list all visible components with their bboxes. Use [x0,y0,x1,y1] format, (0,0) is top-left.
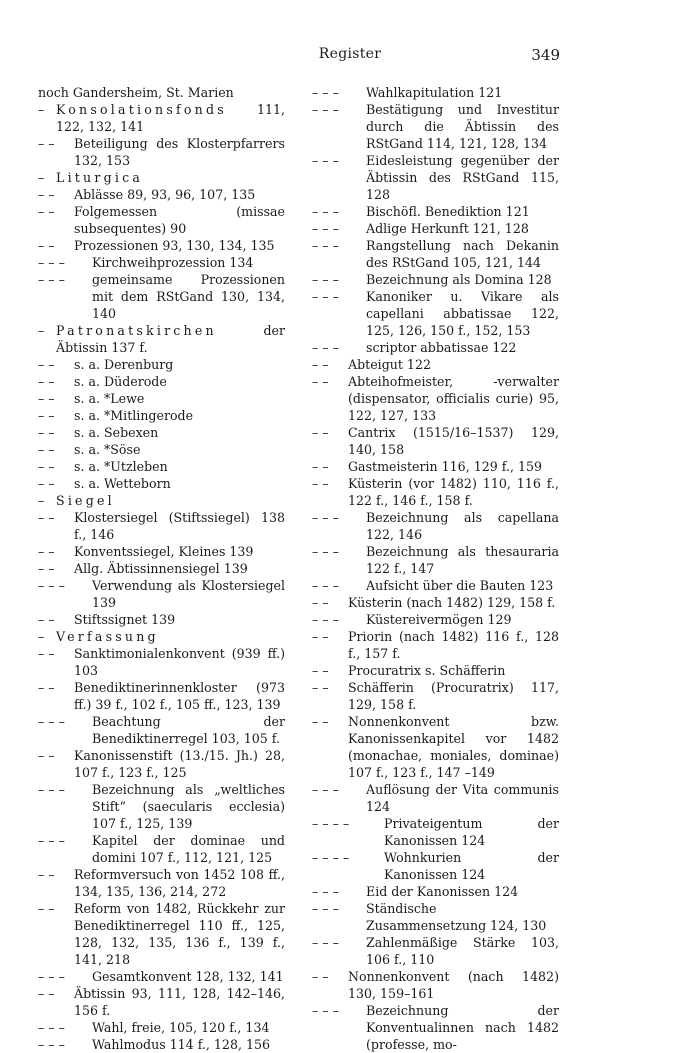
entry-level-dashes: – – [38,901,55,916]
entry-text: Bezeichnung als Domina 128 [366,272,552,287]
index-entry [312,849,559,883]
entry-text: Nonnenkonvent (nach 1482) 130, 159–161 [348,969,559,1001]
entry-level-dashes: – – – [312,221,339,236]
entry-text: Procuratrix s. Schäfferin [348,663,506,678]
index-entry [38,1019,285,1036]
entry-level-dashes: – – [38,510,55,525]
index-entry [312,356,559,373]
index-entry [38,1036,285,1053]
entry-text: Bezeichnung als „weltliches Stift“ (saecularis ecclesia) 107 f., 125, 139 [92,782,285,831]
index-entry [312,594,559,611]
index-entry [38,543,285,560]
index-entry [38,475,285,492]
entry-text: Prozessionen 93, 130, 134, 135 [74,238,275,253]
index-entry [38,407,285,424]
entry-level-dashes: – – – [312,289,339,304]
index-entry [312,900,559,934]
entry-level-dashes: – – [38,136,55,151]
entry-level-dashes: – – [38,408,55,423]
entry-level-dashes: – – [38,612,55,627]
entry-text: Bezeichnung als capellana 122, 146 [366,510,559,542]
entry-text: Kapitel der dominae und domini 107 f., 112, 121, 125 [92,833,285,865]
index-entry [38,900,285,968]
entry-text: Privateigentum der Kanonissen 124 [384,816,559,848]
index-entry [312,152,559,203]
entry-level-dashes: – – – [38,969,65,984]
entry-text: Nonnenkonvent bzw. Kanonissenkapitel vor 1482 (monachae, moniales, dominae) 107 f., 123 f., 147 –149 [348,714,559,780]
index-entry [38,135,285,169]
index-entry [38,254,285,271]
entry-level-dashes: – – – [312,153,339,168]
index-entry [38,679,285,713]
entry-level-dashes: – – [312,629,329,644]
index-entry [312,203,559,220]
index-entry [312,339,559,356]
entry-level-dashes: – [38,170,45,185]
entry-text: Bezeichnung der Konventualinnen nach 1482 (professe, mo- [366,1003,559,1052]
entry-level-dashes: – – [38,187,55,202]
entry-level-dashes: – – – [38,255,65,270]
entry-text: noch Gandersheim, St. Marien [38,85,234,100]
entry-level-dashes: – – [38,357,55,372]
entry-level-dashes: – – [38,748,55,763]
entry-level-dashes: – [38,629,45,644]
index-entry [312,271,559,288]
entry-text: Folgemessen (missae subsequentes) 90 [74,204,285,236]
index-entry [38,560,285,577]
entry-text: Küstereivermögen 129 [366,612,512,627]
index-entry [38,322,285,356]
entry-text: s. a. *Lewe [74,391,145,406]
index-entry [312,934,559,968]
entry-text: Schäfferin (Procuratrix) 117, 129, 158 f. [348,680,559,712]
index-entry [312,662,559,679]
entry-level-dashes: – – [38,867,55,882]
entry-level-dashes: – – [38,646,55,661]
entry-level-dashes: – – [38,391,55,406]
index-entry [312,424,559,458]
entry-level-dashes: – – – [38,1020,65,1035]
entry-text: Aufsicht über die Bauten 123 [366,578,554,593]
entry-text: Beteiligung des Klosterpfarrers 132, 153 [74,136,285,168]
entry-level-dashes: – – – – [312,850,350,865]
index-entry [38,186,285,203]
entry-level-dashes: – – – [312,510,339,525]
index-entry [312,781,559,815]
index-entry [38,968,285,985]
entry-level-dashes: – – [312,357,329,372]
index-entry [38,458,285,475]
index-entry [38,390,285,407]
entry-text: Allg. Äbtissinnensiegel 139 [74,561,248,576]
entry-level-dashes: – – [38,459,55,474]
entry-level-dashes: – – – [312,612,339,627]
entry-level-dashes: – – [312,969,329,984]
entry-text: Liturgica [56,170,144,185]
index-entry [38,203,285,237]
entry-text: Stiftssignet 139 [74,612,176,627]
index-entry [312,628,559,662]
entry-level-dashes: – – [38,238,55,253]
entry-text: Siegel [56,493,115,508]
entry-level-dashes: – – [38,476,55,491]
entry-text: Ständische Zusammensetzung 124, 130 [366,901,547,933]
index-entry [312,84,559,101]
entry-text: Patronatskirchen der Äbtissin 137 f. [56,323,285,355]
entry-text: Eid der Kanonissen 124 [366,884,519,899]
index-entry [38,713,285,747]
entry-level-dashes: – – – [38,782,65,797]
entry-text: Küsterin (nach 1482) 129, 158 f. [348,595,556,610]
entry-text: Eidesleistung gegenüber der Äbtissin des RStGand 115, 128 [366,153,559,202]
entry-level-dashes: – – – [312,102,339,117]
entry-level-dashes: – – – – [312,816,350,831]
entry-text: Abteihofmeister, -verwalter (dispensator, officialis curie) 95, 122, 127, 133 [348,374,559,423]
index-entry [312,458,559,475]
entry-level-dashes: – [38,323,45,338]
entry-level-dashes: – – [312,714,329,729]
index-entry [312,815,559,849]
entry-text: Abteigut 122 [348,357,431,372]
index-entry [312,1002,559,1053]
entry-text: s. a. Derenburg [74,357,174,372]
entry-level-dashes: – – – [312,85,339,100]
index-entry [38,509,285,543]
index-entry [312,220,559,237]
index-entry [38,441,285,458]
entry-text: Bezeichnung als thesauraria 122 f., 147 [366,544,559,576]
entry-level-dashes: – – – [312,340,339,355]
entry-level-dashes: – – [38,425,55,440]
entry-level-dashes: – – – [312,272,339,287]
index-entry [38,645,285,679]
entry-level-dashes: – – – [312,204,339,219]
entry-level-dashes: – – [312,595,329,610]
entry-text: Kanoniker u. Vikare als capellani abbatissae 122, 125, 126, 150 f., 152, 153 [366,289,559,338]
index-entry [38,101,285,135]
entry-level-dashes: – – – [312,782,339,797]
entry-text: Konsolationsfonds 111, 122, 132, 141 [56,102,285,134]
entry-text: Cantrix (1515/16–1537) 129, 140, 158 [348,425,559,457]
index-entry [312,373,559,424]
entry-level-dashes: – – [38,986,55,1001]
entry-level-dashes: – – [312,680,329,695]
entry-text: Küsterin (vor 1482) 110, 116 f., 122 f., 146 f., 158 f. [348,476,559,508]
entry-text: Äbtissin 93, 111, 128, 142–146, 156 f. [74,986,285,1018]
entry-text: Reform von 1482, Rückkehr zur Benediktinerregel 110 ff., 125, 128, 132, 135, 136 f., 139 f., 141, 218 [74,901,285,967]
index-column-right [312,84,559,1053]
entry-level-dashes: – – – [312,884,339,899]
entry-level-dashes: – – [38,680,55,695]
entry-level-dashes: – – [312,459,329,474]
entry-text: Bischöfl. Benediktion 121 [366,204,530,219]
index-entry [38,628,285,645]
index-entry [38,492,285,509]
entry-text: Beachtung der Benediktinerregel 103, 105 f. [92,714,285,746]
index-entry [312,101,559,152]
entry-text: Verwendung als Klostersiegel 139 [92,578,285,610]
entry-text: Benediktinerinnenkloster (973 ff.) 39 f., 102 f., 105 ff., 123, 139 [74,680,285,712]
index-entry [38,356,285,373]
entry-text: Kanonissenstift (13./15. Jh.) 28, 107 f., 123 f., 125 [74,748,285,780]
index-entry [38,832,285,866]
entry-level-dashes: – – [312,374,329,389]
index-entry [312,475,559,509]
index-entry [312,679,559,713]
entry-level-dashes: – – – [312,1003,339,1018]
entry-text: Bestätigung und Investitur durch die Äbtissin des RStGand 114, 121, 128, 134 [366,102,559,151]
entry-level-dashes: – [38,493,45,508]
entry-text: Rangstellung nach Dekanin des RStGand 105, 121, 144 [366,238,559,270]
entry-level-dashes: – – [312,425,329,440]
index-column-left [38,84,285,1053]
entry-text: s. a. Wetteborn [74,476,171,491]
entry-level-dashes: – – – [312,544,339,559]
entry-level-dashes: – [38,102,45,117]
index-entry [312,713,559,781]
entry-level-dashes: – – – [38,1037,65,1052]
entry-text: s. a. *Utzleben [74,459,168,474]
entry-text: s. a. *Söse [74,442,141,457]
index-entry [312,543,559,577]
index-entry [312,577,559,594]
entry-text: Gastmeisterin 116, 129 f., 159 [348,459,542,474]
index-entry [38,237,285,254]
index-entry [38,424,285,441]
entry-text: gemeinsame Prozessionen mit dem RStGand 130, 134, 140 [92,272,285,321]
entry-text: Gesamtkonvent 128, 132, 141 [92,969,284,984]
entry-text: Auflösung der Vita communis 124 [366,782,559,814]
entry-level-dashes: – – – [312,935,339,950]
entry-level-dashes: – – [38,374,55,389]
index-entry [38,985,285,1019]
index-entry [312,883,559,900]
entry-level-dashes: – – [312,663,329,678]
entry-text: Wahlkapitulation 121 [366,85,503,100]
entry-text: Kirchweihprozession 134 [92,255,254,270]
entry-text: Klostersiegel (Stiftssiegel) 138 f., 146 [74,510,285,542]
entry-text: Zahlenmäßige Stärke 103, 106 f., 110 [366,935,559,967]
entry-text: s. a. Sebexen [74,425,159,440]
index-entry [312,288,559,339]
entry-level-dashes: – – [38,544,55,559]
entry-text: s. a. Düderode [74,374,167,389]
entry-text: Reformversuch von 1452 108 ff., 134, 135, 136, 214, 272 [74,867,285,899]
entry-text: Wahl, freie, 105, 120 f., 134 [92,1020,270,1035]
index-entry [38,373,285,390]
index-entry [38,577,285,611]
entry-text: Verfassung [56,629,159,644]
entry-text: Ablässe 89, 93, 96, 107, 135 [74,187,256,202]
entry-text: s. a. *Mitlingerode [74,408,194,423]
index-entry [38,169,285,186]
index-entry [38,271,285,322]
entry-level-dashes: – – – [38,578,65,593]
entry-text: Adlige Herkunft 121, 128 [366,221,529,236]
entry-level-dashes: – – – [38,714,65,729]
entry-text: Wahlmodus 114 f., 128, 156 [92,1037,271,1052]
index-entry [38,611,285,628]
entry-level-dashes: – – – [38,833,65,848]
entry-level-dashes: – – – [312,901,339,916]
index-entry [312,237,559,271]
index-entry [38,84,285,101]
index-entry [38,781,285,832]
entry-level-dashes: – – [38,204,55,219]
entry-level-dashes: – – [38,561,55,576]
entry-text: Priorin (nach 1482) 116 f., 128 f., 157 f. [348,629,559,661]
index-entry [38,747,285,781]
index-entry [312,509,559,543]
entry-text: Sanktimonialenkonvent (939 ff.) 103 [74,646,285,678]
entry-text: Wohnkurien der Kanonissen 124 [384,850,559,882]
entry-level-dashes: – – [38,442,55,457]
index-entry [312,611,559,628]
index-entry [312,968,559,1002]
entry-text: Konventssiegel, Kleines 139 [74,544,254,559]
entry-text: scriptor abbatissae 122 [366,340,517,355]
page-number: 349 [531,46,560,64]
running-header: Register [318,46,382,62]
entry-level-dashes: – – – [312,578,339,593]
entry-level-dashes: – – – [38,272,65,287]
entry-level-dashes: – – – [312,238,339,253]
index-entry [38,866,285,900]
entry-level-dashes: – – [312,476,329,491]
